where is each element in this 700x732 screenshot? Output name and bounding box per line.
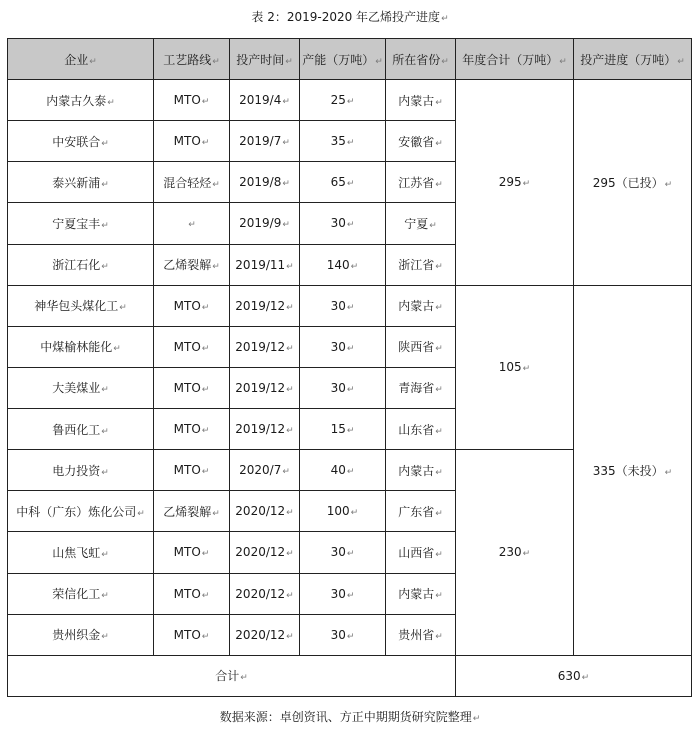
date-cell: 2019/11↵ xyxy=(230,244,300,285)
province-cell: 浙江省↵ xyxy=(386,244,456,285)
process-cell: MTO↵ xyxy=(154,326,230,367)
company-cell: 浙江石化↵ xyxy=(8,244,154,285)
header-province: 所在省份↵ xyxy=(386,39,456,80)
table-title: 表 2：2019-2020 年乙烯投产进度↵ xyxy=(251,10,449,24)
company-cell: 电力投资↵ xyxy=(8,450,154,491)
date-cell: 2020/12↵ xyxy=(230,614,300,655)
process-cell: MTO↵ xyxy=(154,285,230,326)
process-cell: 乙烯裂解↵ xyxy=(154,244,230,285)
capacity-cell: 40↵ xyxy=(300,450,386,491)
header-annual-total: 年度合计（万吨）↵ xyxy=(456,39,574,80)
header-date: 投产时间↵ xyxy=(230,39,300,80)
date-cell: 2020/12↵ xyxy=(230,491,300,532)
company-cell: 内蒙古久泰↵ xyxy=(8,80,154,121)
ethylene-capacity-table xyxy=(7,38,692,697)
capacity-cell: 30↵ xyxy=(300,532,386,573)
capacity-cell: 140↵ xyxy=(300,244,386,285)
province-cell: 江苏省↵ xyxy=(386,162,456,203)
date-cell: 2019/9↵ xyxy=(230,203,300,244)
process-cell: MTO↵ xyxy=(154,450,230,491)
process-cell: 乙烯裂解↵ xyxy=(154,491,230,532)
company-cell: 大美煤业↵ xyxy=(8,367,154,408)
province-cell: 宁夏↵ xyxy=(386,203,456,244)
company-cell: 宁夏宝丰↵ xyxy=(8,203,154,244)
data-source-note: 数据来源：卓创资讯、方正中期期货研究院整理↵ xyxy=(219,710,481,724)
process-cell: 混合轻烃↵ xyxy=(154,162,230,203)
province-cell: 贵州省↵ xyxy=(386,614,456,655)
progress-cell: 335（未投）↵ xyxy=(574,285,692,655)
company-cell: 鲁西化工↵ xyxy=(8,409,154,450)
header-row xyxy=(8,39,692,80)
company-cell: 荣信化工↵ xyxy=(8,573,154,614)
capacity-cell: 30↵ xyxy=(300,203,386,244)
company-cell: 泰兴新浦↵ xyxy=(8,162,154,203)
company-cell: 中安联合↵ xyxy=(8,121,154,162)
date-cell: 2019/8↵ xyxy=(230,162,300,203)
province-cell: 内蒙古↵ xyxy=(386,285,456,326)
capacity-cell: 30↵ xyxy=(300,326,386,367)
header-company: 企业↵ xyxy=(8,39,154,80)
company-cell: 神华包头煤化工↵ xyxy=(8,285,154,326)
date-cell: 2019/12↵ xyxy=(230,367,300,408)
process-cell: MTO↵ xyxy=(154,614,230,655)
province-cell: 山东省↵ xyxy=(386,409,456,450)
company-cell: 贵州织金↵ xyxy=(8,614,154,655)
company-cell: 中科（广东）炼化公司↵ xyxy=(8,491,154,532)
process-cell: MTO↵ xyxy=(154,367,230,408)
process-cell: MTO↵ xyxy=(154,573,230,614)
province-cell: 山西省↵ xyxy=(386,532,456,573)
capacity-cell: 100↵ xyxy=(300,491,386,532)
company-cell: 山焦飞虹↵ xyxy=(8,532,154,573)
process-cell: MTO↵ xyxy=(154,80,230,121)
process-cell: MTO↵ xyxy=(154,409,230,450)
date-cell: 2019/12↵ xyxy=(230,285,300,326)
capacity-cell: 30↵ xyxy=(300,614,386,655)
annual-total-cell: 230↵ xyxy=(456,450,574,656)
capacity-cell: 35↵ xyxy=(300,121,386,162)
annual-total-cell: 105↵ xyxy=(456,285,574,450)
capacity-cell: 25↵ xyxy=(300,80,386,121)
process-cell: MTO↵ xyxy=(154,532,230,573)
company-cell: 中煤榆林能化↵ xyxy=(8,326,154,367)
annual-total-cell: 295↵ xyxy=(456,80,574,286)
capacity-cell: 15↵ xyxy=(300,409,386,450)
date-cell: 2020/12↵ xyxy=(230,573,300,614)
date-cell: 2020/12↵ xyxy=(230,532,300,573)
capacity-cell: 30↵ xyxy=(300,285,386,326)
province-cell: 青海省↵ xyxy=(386,367,456,408)
date-cell: 2019/4↵ xyxy=(230,80,300,121)
header-process: 工艺路线↵ xyxy=(154,39,230,80)
date-cell: 2020/7↵ xyxy=(230,450,300,491)
header-capacity: 产能（万吨）↵ xyxy=(300,39,386,80)
date-cell: 2019/12↵ xyxy=(230,409,300,450)
total-value: 630↵ xyxy=(456,655,692,696)
total-row xyxy=(8,655,692,696)
process-cell: MTO↵ xyxy=(154,121,230,162)
province-cell: 安徽省↵ xyxy=(386,121,456,162)
capacity-cell: 30↵ xyxy=(300,573,386,614)
capacity-cell: 65↵ xyxy=(300,162,386,203)
date-cell: 2019/12↵ xyxy=(230,326,300,367)
process-cell: ↵ xyxy=(154,203,230,244)
table-row xyxy=(8,80,692,121)
header-progress: 投产进度（万吨）↵ xyxy=(574,39,692,80)
province-cell: 陕西省↵ xyxy=(386,326,456,367)
capacity-cell: 30↵ xyxy=(300,367,386,408)
province-cell: 内蒙古↵ xyxy=(386,80,456,121)
table-row xyxy=(8,285,692,326)
total-label: 合计↵ xyxy=(8,655,456,696)
province-cell: 内蒙古↵ xyxy=(386,573,456,614)
date-cell: 2019/7↵ xyxy=(230,121,300,162)
province-cell: 内蒙古↵ xyxy=(386,450,456,491)
progress-cell: 295（已投）↵ xyxy=(574,80,692,286)
province-cell: 广东省↵ xyxy=(386,491,456,532)
